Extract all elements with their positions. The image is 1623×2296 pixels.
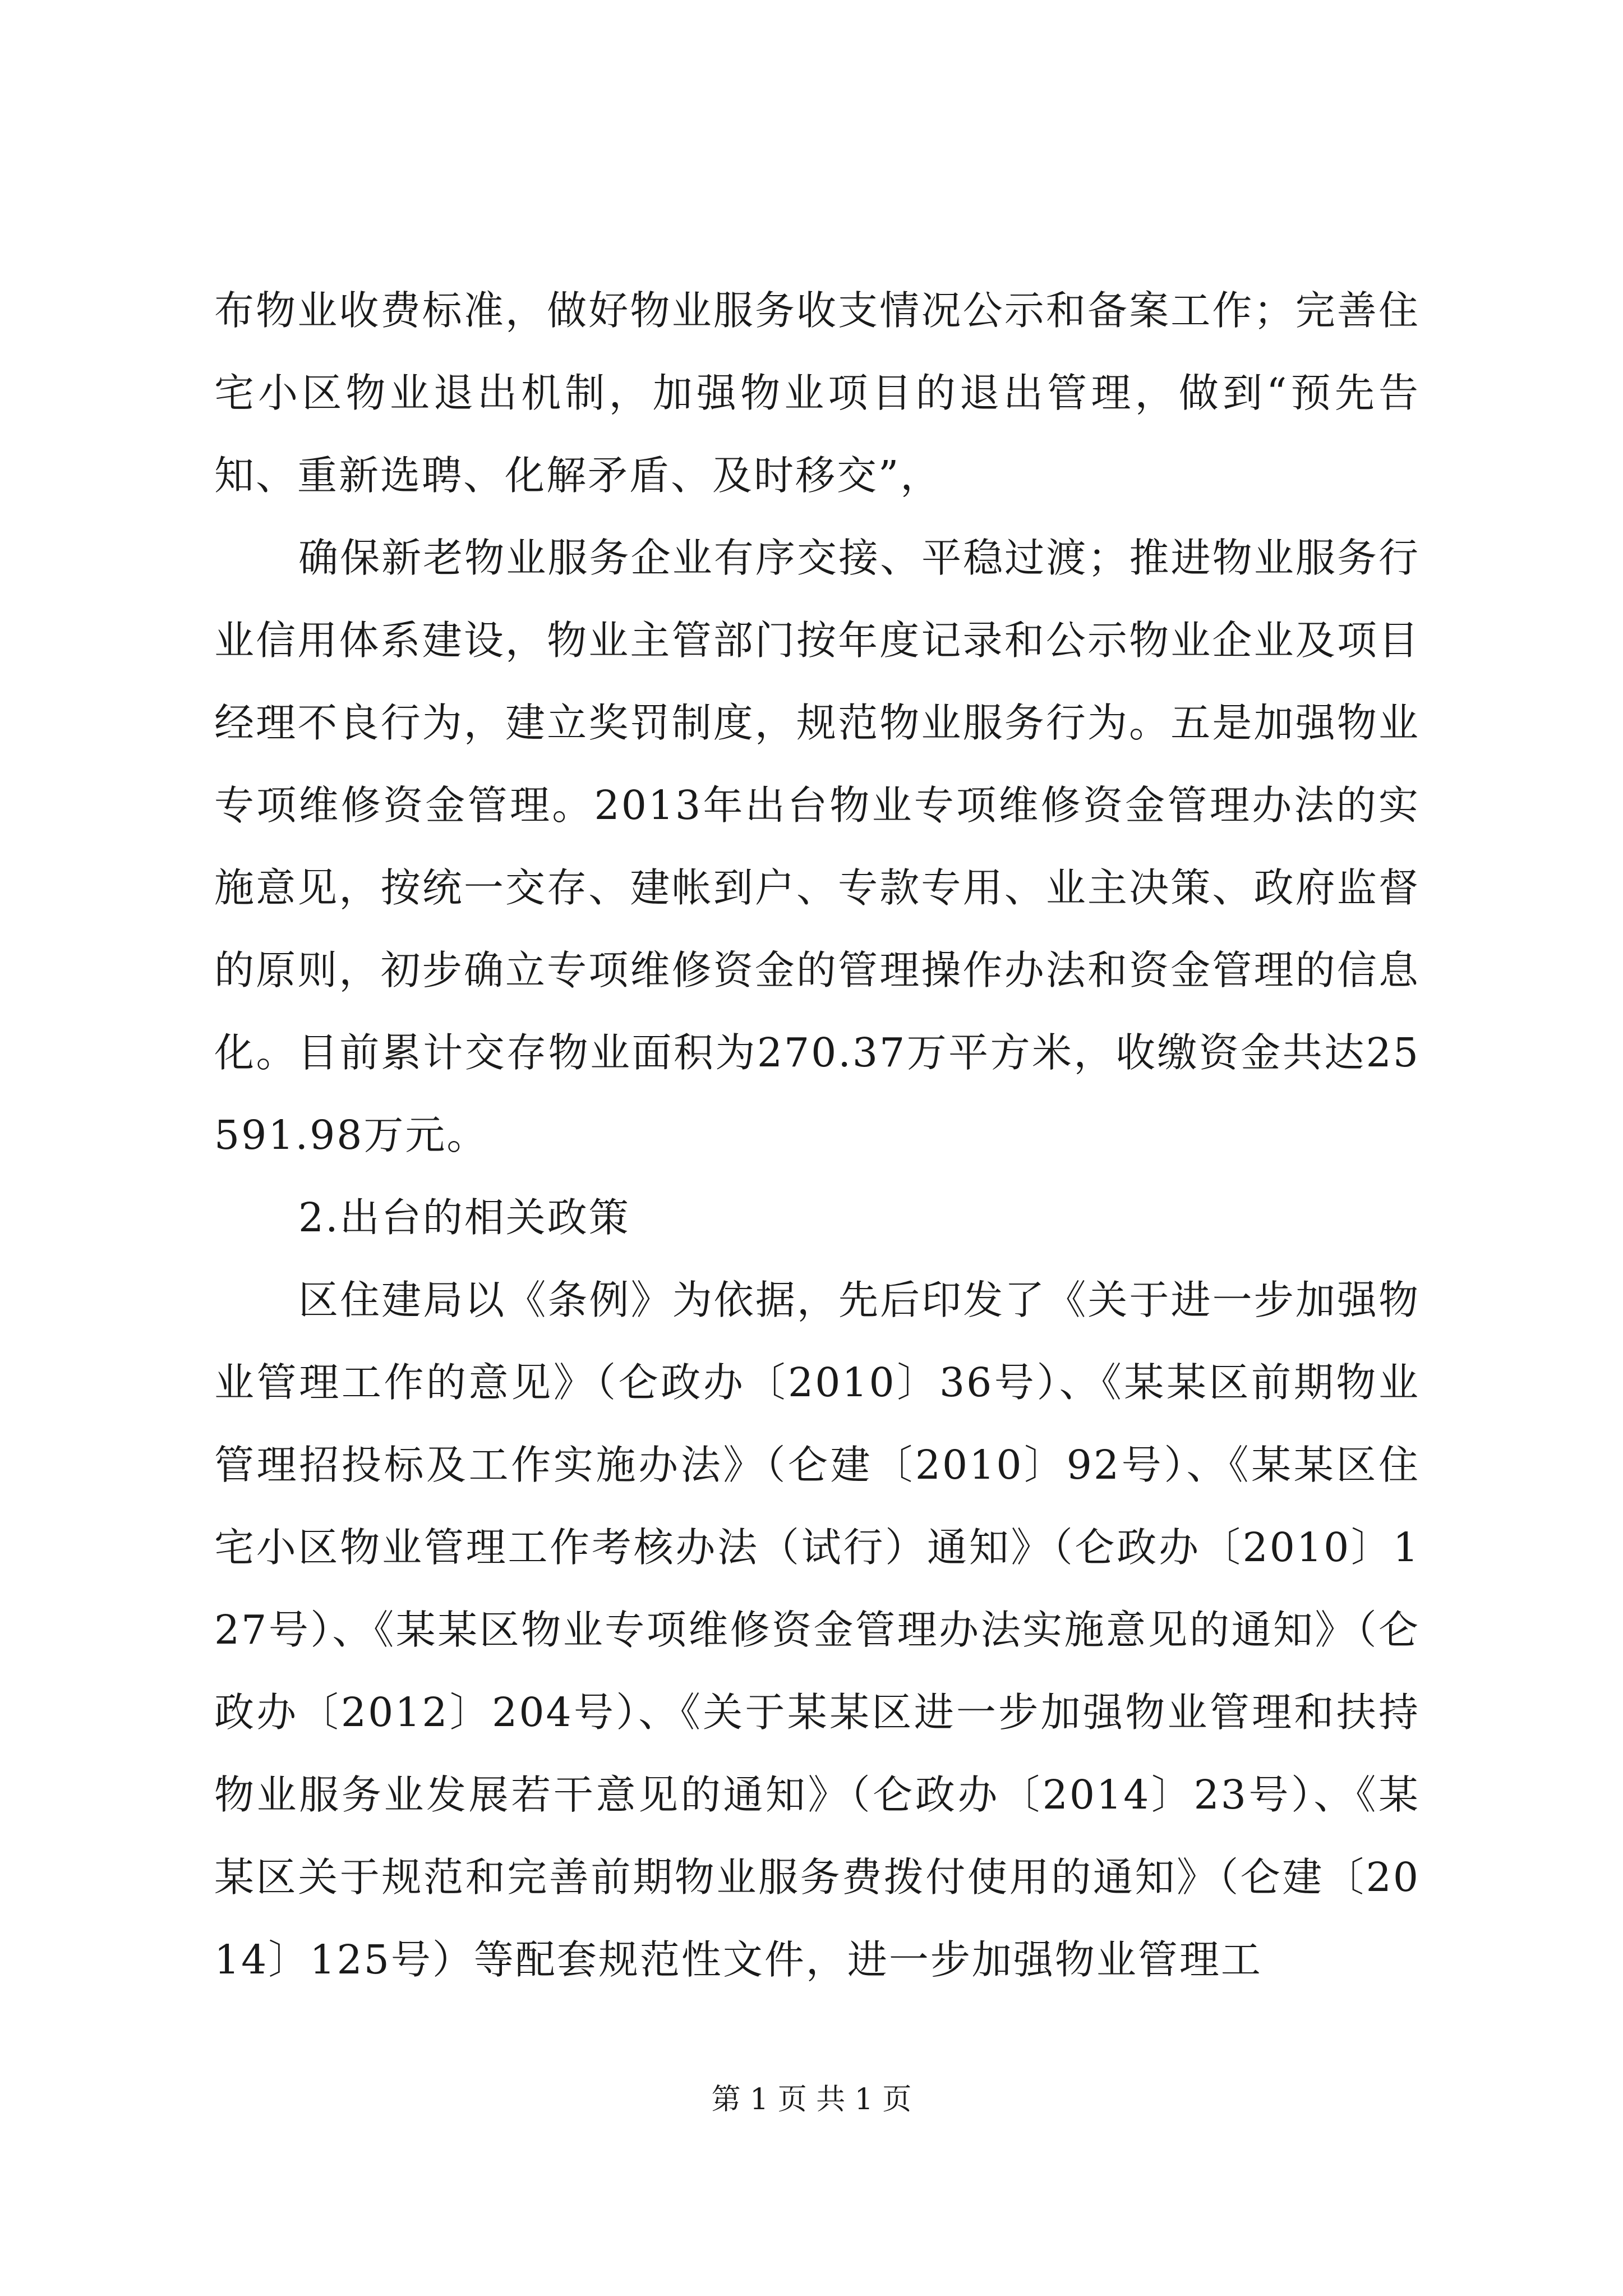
document-body	[214, 269, 1420, 2001]
page-footer: 第 1 页 共 1 页	[711, 2083, 912, 2116]
section-heading: 2.出台的相关政策	[298, 1194, 630, 1241]
paragraph-1: 布物业收费标准，做好物业服务收支情况公示和备案工作；完善住宅小区物业退出机制，加强物业项目的退出管理，做到“预先告知、重新选聘、化解矛盾、及时移交”，	[214, 287, 1420, 499]
paragraph-2: 确保新老物业服务企业有序交接、平稳过渡；推进物业服务行业信用体系建设，物业主管部门按年度记录和公示物业企业及项目经理不良行为，建立奖罚制度，规范物业服务行为。五是加强物业专项维修资金管理。2013年出台物业专项维修资金管理办法的实施意见，按统一交存、建帐到户、专款专用、业主决策、政府监督的原则，初步确立专项维修资金的管理操作办法和资金管理的信息化。目前累计交存物业面积为270.37万平方米，收缴资金共达25591.98万元。	[214, 535, 1420, 1158]
paragraph-3: 区住建局以《条例》为依据，先后印发了《关于进一步加强物业管理工作的意见》（仑政办〔2010〕36号）、《某某区前期物业管理招投标及工作实施办法》（仑建〔2010〕92号）、《某某区住宅小区物业管理工作考核办法（试行）通知》（仑政办〔2010〕127号）、《某某区物业专项维修资金管理办法实施意见的通知》（仑政办〔2012〕204号）、《关于某某区进一步加强物业管理和扶持物业服务业发展若干意见的通知》（仑政办〔2014〕23号）、《某某区关于规范和完善前期物业服务费拨付使用的通知》（仑建〔2014〕125号）等配套规范性文件，进一步加强物业管理工	[214, 1277, 1420, 1983]
